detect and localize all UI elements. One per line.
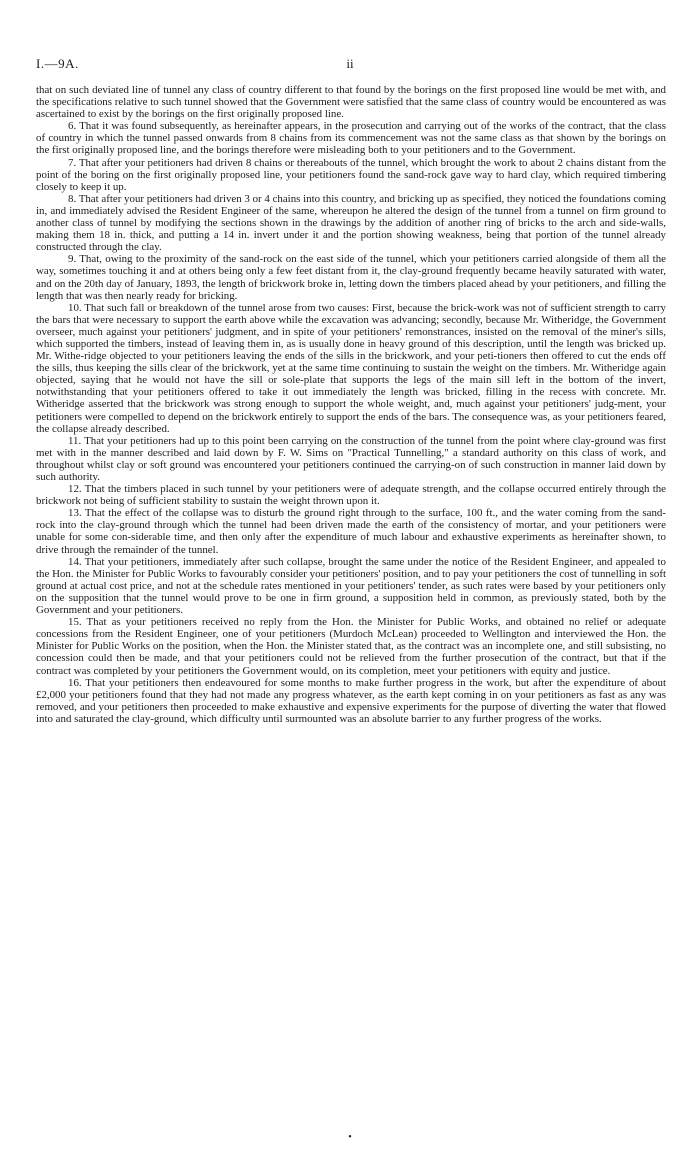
document-reference: I.—9A. — [36, 56, 79, 71]
paragraph-6: 6. That it was found subsequently, as hereinafter appears, in the prosecution and carrying out of the works of the contract, that the class of country in which the tunnel passed onwards from 8 chains from its commencement was not the same class as that shown by the borings on the first originally proposed line, and the borings therefore were misleading both to your petitioners and to the Government. — [36, 120, 666, 157]
footer-mark: • — [348, 1132, 352, 1143]
paragraph-9: 9. That, owing to the proximity of the sand-rock on the east side of the tunnel, which your petitioners carried alongside of them all the way, sometimes touching it and at others being only a few feet distant from it, the clay-ground frequently became heavily saturated with water, and on the 20th day of January, 1893, the length of brickwork broke in, letting down the timbers placed ahead by your petitioners, and filling the length that was then nearly ready for bricking. — [36, 253, 666, 302]
paragraph-12: 12. That the timbers placed in such tunnel by your petitioners were of adequate strength, and the collapse occurred entirely through the brickwork not being of sufficient stability to sustain the weight thrown upon it. — [36, 483, 666, 508]
page-number: ii — [346, 56, 354, 71]
paragraph-8: 8. That after your petitioners had driven 3 or 4 chains into this country, and bricking up as specified, they noticed the foundations coming in, and immediately advised the Resident Engineer of the same, whereupon he altered the design of the tunnel from a tunnel on firm ground to another class of tunnel by modifying the sections shown in the drawings by the addition of another ring of bricks to the arch and side-walls, making them 18 in. thick, and putting a 14 in. invert under it and the portion showing weakness, being that portion of the tunnel already constructed through the clay. — [36, 192, 666, 254]
paragraph-continuation: that on such deviated line of tunnel any class of country different to that found by the borings on the first proposed line would be met with, and the specifications relative to such tunnel showed that the Government were satisfied that the same class of country would be encountered as was ascertained to exist by the borings on the first originally proposed line. — [36, 84, 666, 121]
document-body — [36, 84, 666, 725]
paragraph-15: 15. That as your petitioners received no reply from the Hon. the Minister for Public Works, and obtained no relief or adequate concessions from the Resident Engineer, one of your petitioners (Murdoch McLean) proceeded to Wellington and interviewed the Hon. the Minister for Public Works on the position, when the Hon. the Minister stated that, as the contract was an incomplete one, and still subsisting, no concession could then be made, and that your petitioners could not be relieved from the further prosecution of the contract, but that if the contract was completed by your petitioners the Government would, on its completion, meet your petitioners with equity and justice. — [36, 616, 666, 677]
paragraph-7: 7. That after your petitioners had driven 8 chains or thereabouts of the tunnel, which brought the work to about 2 chains distant from the point of the boring on the first originally proposed line, your petitioners found the sand-rock gave way to hard clay, which required timbering closely to keep it up. — [36, 156, 666, 193]
paragraph-16: 16. That your petitioners then endeavoured for some months to make further progress in the work, but after the expenditure of about £2,000 your petitioners found that they had not made any progress whatever, as the earth kept coming in on your petitioners as fast as any was removed, and your petitioners then proceeded to make exhaustive and expensive experiments for the purpose of diverting the water that flowed into and saturated the clay-ground, which difficulty until surmounted was an absolute barrier to any further progress of the works. — [36, 676, 666, 725]
paragraph-10: 10. That such fall or breakdown of the tunnel arose from two causes: First, because the brick-work was not of sufficient strength to carry the bars that were necessary to support the earth above while the excavation was advancing; secondly, because Mr. Witheridge, the Government overseer, much against your petitioners' judgment, and in spite of your petitioners' remonstrances, insisted on the removal of the miner's sills, which supported the timbers, instead of leaving them in, as is usually done in heavy ground of this description, until the length was bricked up. Mr. Withe-ridge objected to your petitioners leaving the ends of the sills in the brickwork, and your peti-tioners then offered to cut the ends off the sills, thus keeping the sills clear of the brickwork, yet at the same time continuing to sustain the weight on the timbers. Mr. Witheridge again objected, saying that he would not have the sill or sole-plate that supports the legs of the main sill left in the bottom of the invert, notwithstanding that your petitioners offered to take it out immediately the length was bricked, filling in the recess with concrete. Mr. Witheridge asserted that the brickwork was strong enough to support the whole weight, and, much against your petitioners' judg-ment, your petitioners were compelled to depend on the brickwork entirely to support the ends of the bars. The consequence was, as your petitioners feared, the collapse already described. — [36, 301, 666, 435]
paragraph-14: 14. That your petitioners, immediately after such collapse, brought the same under the notice of the Resident Engineer, and appealed to the Hon. the Minister for Public Works to favourably consider your petitioners' position, and to pay your petitioners the cost of tunnelling in soft ground at actual cost price, and not at the schedule rates mentioned in your petitioners' tender, as such rates were based by your petitioners only on the supposition that the tunnel would prove to be one in firm ground, a supposition held in common, as previously stated, both by the Government and your petitioners. — [36, 555, 666, 617]
paragraph-11: 11. That your petitioners had up to this point been carrying on the construction of the tunnel from the point where clay-ground was first met with in the manner described and laid down by F. W. Sims on "Practical Tunnelling," a standard authority on this class of work, and throughout whilst clay or soft ground was encountered your petitioners continued the carrying-on of such construction in manner laid down by such authority. — [36, 434, 666, 483]
page-header — [36, 56, 664, 76]
paragraph-13: 13. That the effect of the collapse was to disturb the ground right through to the surface, 100 ft., and the water coming from the sand-rock into the clay-ground through which the tunnel had been driven made the earth of the consistency of mortar, and your petitioners were unable for some con-siderable time, and then only after the expenditure of much labour and exhaustive experiments as hereinafter shown, to drive through the remainder of the tunnel. — [36, 507, 666, 556]
